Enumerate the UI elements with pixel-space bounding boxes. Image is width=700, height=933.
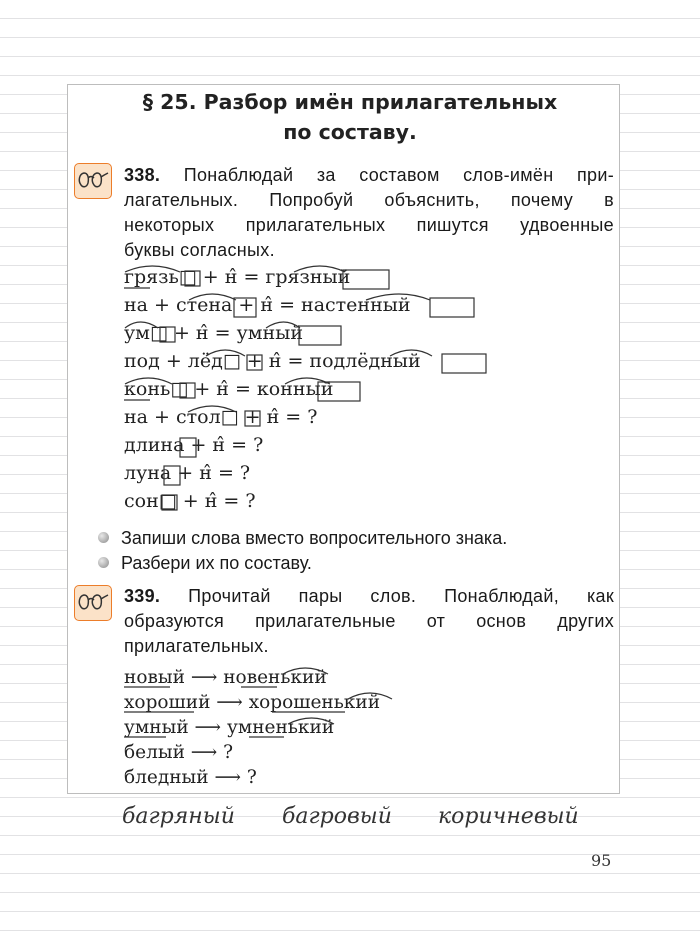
page-number: 95	[591, 851, 612, 870]
exercise-338-line-2: лагательных. Попробуй объяснить, почему в	[124, 190, 614, 210]
exercise-339-number: 339.	[124, 586, 161, 606]
dictionary-word-3: коричневый	[438, 804, 579, 829]
equation-1: грязь□ + н̂ = грязный	[124, 266, 351, 288]
word-pair-1: новый ⟶ новенький	[124, 667, 327, 688]
equation-4: под + лёд□ + н̂ = подлёдный	[124, 350, 421, 372]
word-pair-4: белый ⟶ ?	[124, 742, 234, 763]
exercise-338-line-4: буквы согласных.	[124, 240, 275, 260]
equation-8: луна + н̂ = ?	[124, 462, 251, 484]
task-text-2: Разбери их по составу.	[121, 553, 312, 573]
section-title-line-1: § 25. Разбор имён прилагательных	[142, 90, 558, 114]
equation-9: сон□ + н̂ = ?	[124, 490, 256, 512]
dictionary-word-2: багровый	[282, 804, 392, 829]
word-pair-5: бледный ⟶ ?	[124, 767, 257, 788]
task-text-1: Запиши слова вместо вопросительного знака.	[121, 528, 508, 548]
word-pair-3: умный ⟶ умненький	[124, 717, 335, 738]
exercise-339-text-1: Прочитай пары слов. Понаблюдай, как	[188, 586, 614, 606]
equation-6: на + стол□ + н̂ = ?	[124, 406, 318, 428]
exercise-338-line-3: некоторых прилагательных пишутся удвоенные	[124, 215, 614, 235]
exercise-338-text-1: Понаблюдай за составом слов-имён при-	[183, 165, 614, 185]
dictionary-word-1: багряный	[122, 804, 235, 829]
exercise-338-number: 338.	[124, 165, 161, 185]
equation-5: конь□ + н̂ = конный	[124, 378, 334, 400]
word-pair-2: хороший ⟶ хорошенький	[124, 692, 381, 713]
section-title-line-2: по составу.	[283, 120, 417, 144]
equation-7: длина + н̂ = ?	[124, 434, 264, 456]
equation-3: ум□ + н̂ = умный	[124, 322, 303, 344]
exercise-339-line-3: прилагательных.	[124, 636, 269, 656]
equation-2: на + стена + н̂ = настенный	[124, 294, 411, 316]
exercise-339-line-2: образуются прилагательные от основ других	[124, 611, 614, 631]
